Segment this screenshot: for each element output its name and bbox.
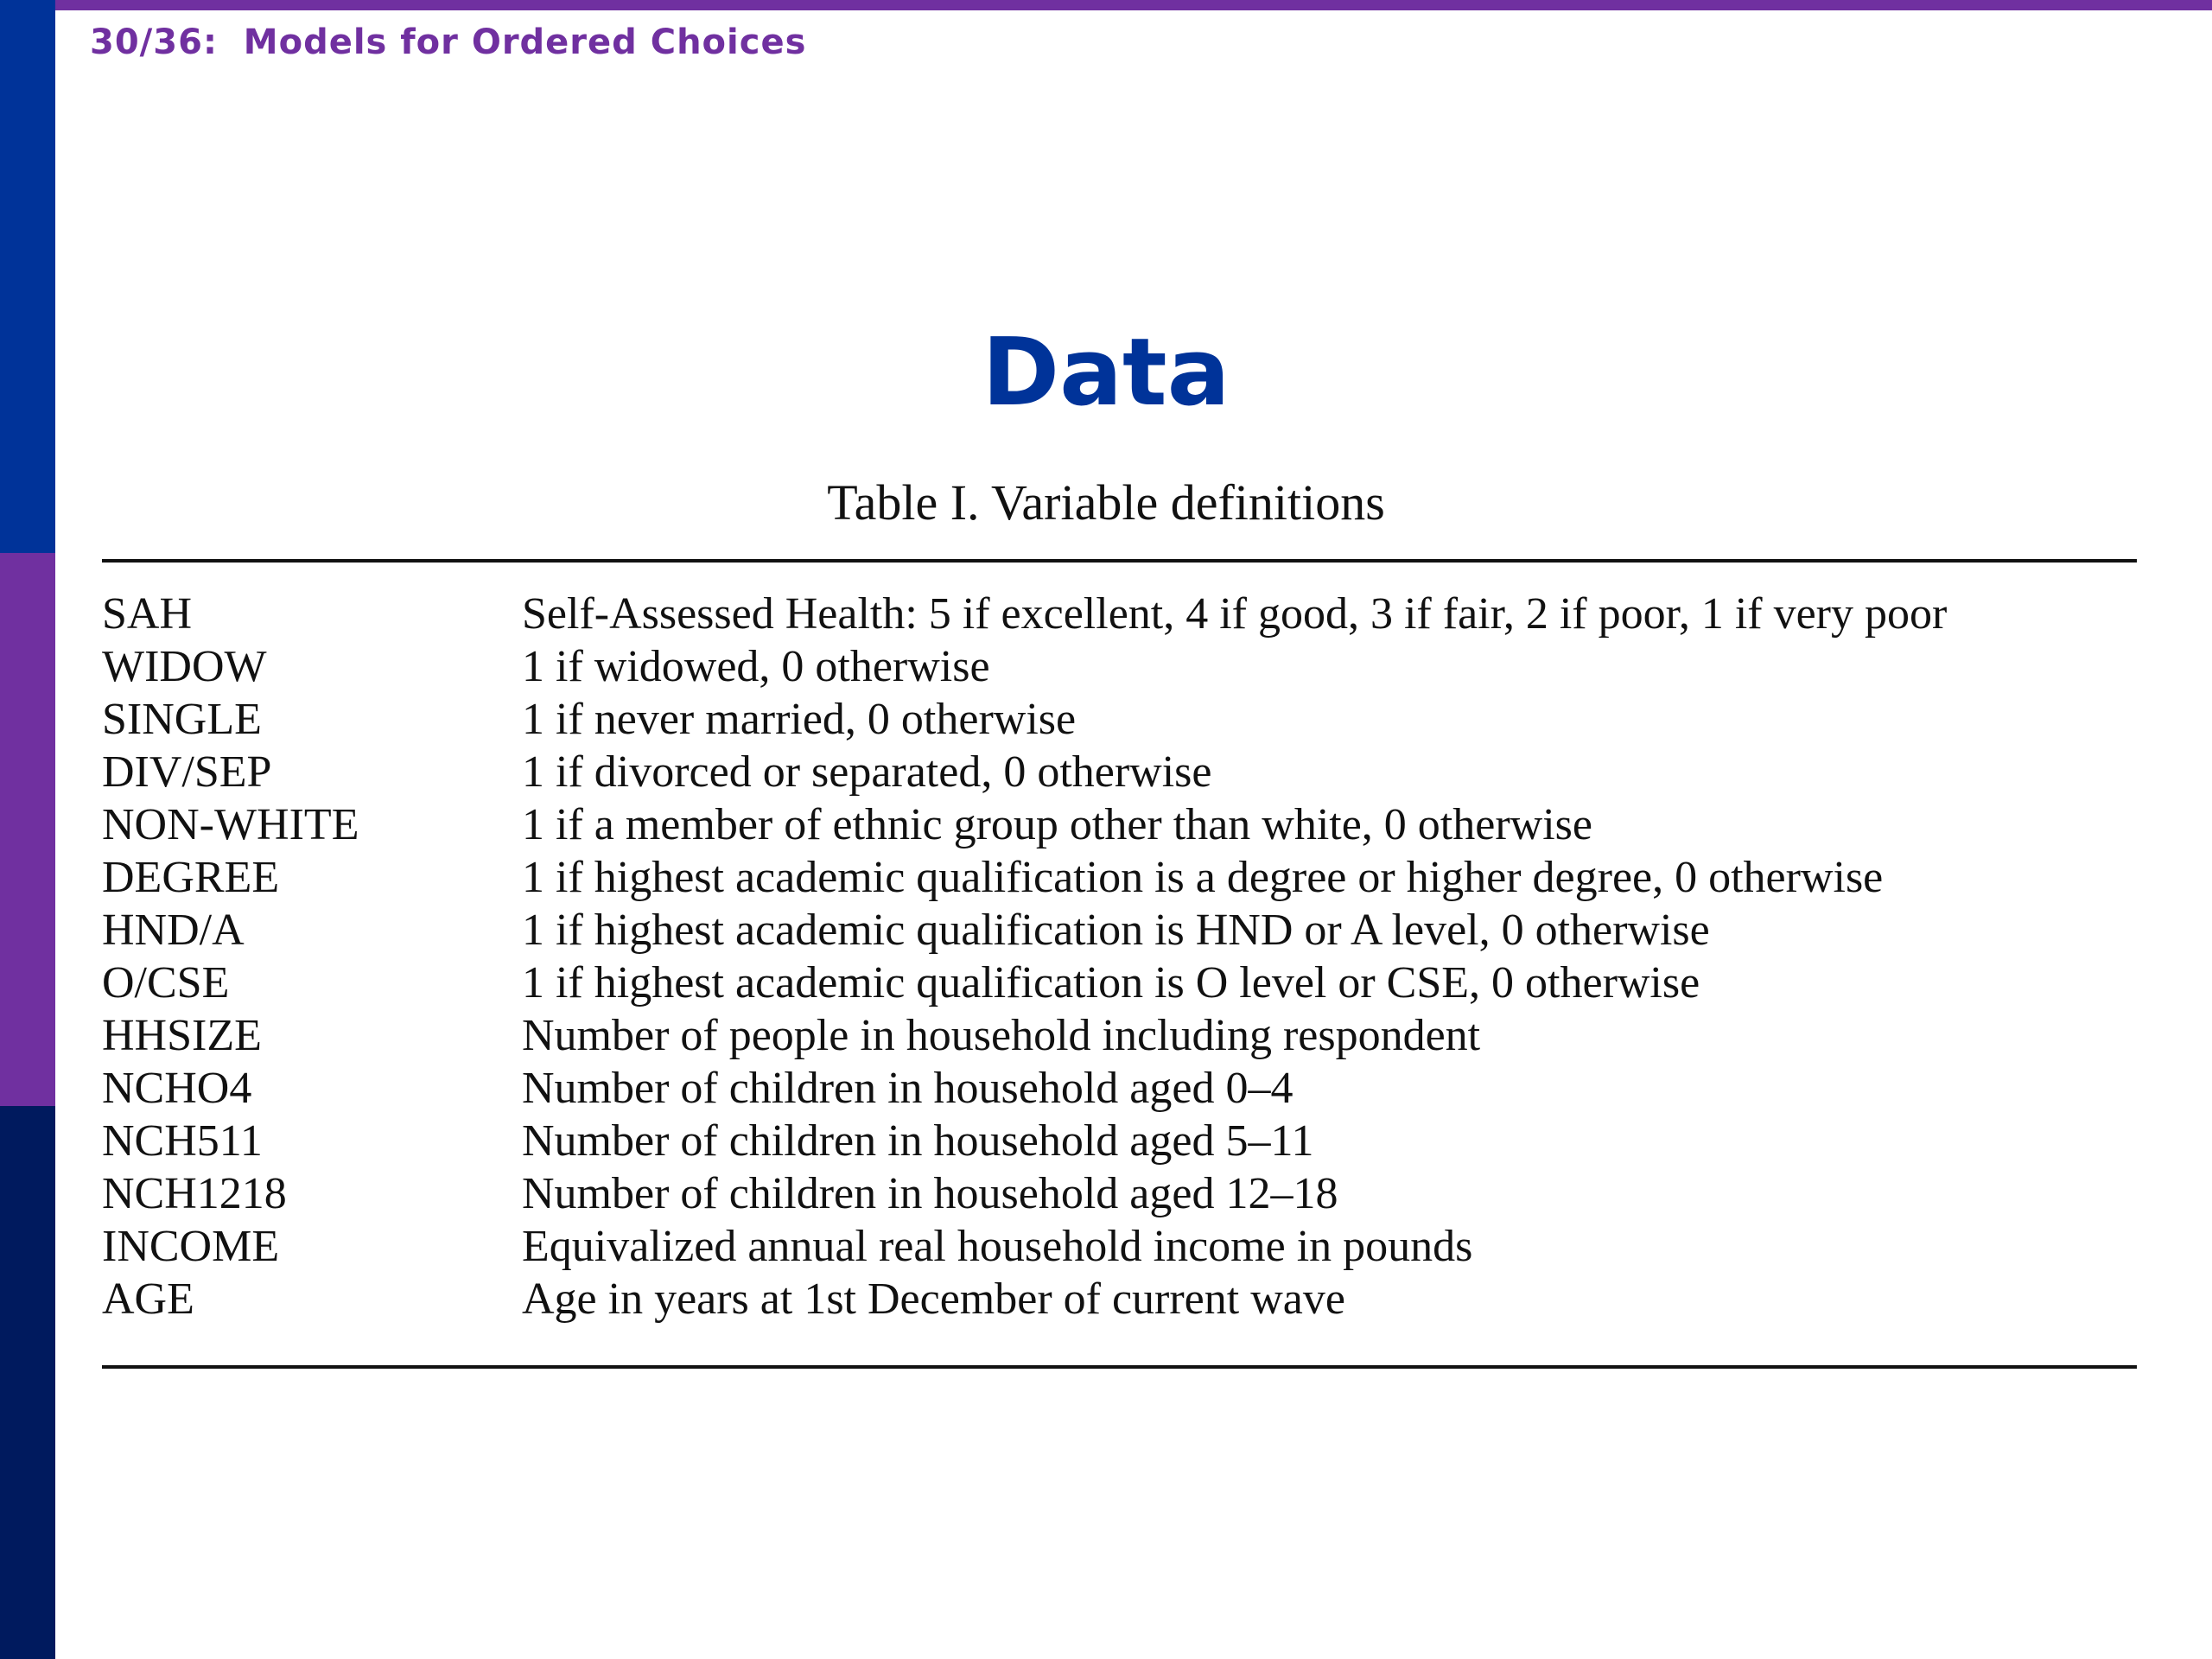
left-decorative-bar <box>0 0 55 1659</box>
table-top-rule <box>102 559 2137 563</box>
variable-definition: 1 if never married, 0 otherwise <box>522 695 1077 744</box>
variable-name: HND/A <box>102 906 245 955</box>
variable-name: SINGLE <box>102 695 262 744</box>
variable-definition: 1 if highest academic qualification is a degree or higher degree, 0 otherwise <box>522 853 1884 902</box>
table-row <box>102 1115 2193 1167</box>
slide-title: Data <box>982 319 1230 427</box>
variable-definition: Equivalized annual real household income in pounds <box>522 1222 1473 1271</box>
table-caption: Table I. Variable definitions <box>827 474 1385 531</box>
variable-name: O/CSE <box>102 958 230 1007</box>
variable-name: SAH <box>102 589 193 639</box>
table-row <box>102 851 2193 904</box>
variable-name: NON-WHITE <box>102 800 359 849</box>
variable-name: NCHO4 <box>102 1064 252 1113</box>
table-row <box>102 798 2193 851</box>
table-row <box>102 640 2193 693</box>
table-row <box>102 1009 2193 1062</box>
table-row <box>102 693 2193 746</box>
variable-name: HHSIZE <box>102 1011 262 1060</box>
variable-name: DEGREE <box>102 853 280 902</box>
variable-definition: Number of children in household aged 0–4 <box>522 1064 1294 1113</box>
table-row <box>102 1220 2193 1273</box>
variable-name: WIDOW <box>102 642 267 691</box>
variable-definition: Self-Assessed Health: 5 if excellent, 4 if good, 3 if fair, 2 if poor, 1 if very poor <box>522 589 1948 639</box>
table-row <box>102 1273 2193 1325</box>
variable-definition: 1 if highest academic qualification is HND or A level, 0 otherwise <box>522 906 1710 955</box>
variable-name: INCOME <box>102 1222 280 1271</box>
variable-name: NCH511 <box>102 1116 263 1166</box>
variable-definition: 1 if divorced or separated, 0 otherwise <box>522 747 1212 797</box>
table-row <box>102 1167 2193 1220</box>
variable-name: DIV/SEP <box>102 747 272 797</box>
variable-name: NCH1218 <box>102 1169 287 1218</box>
table-bottom-rule <box>102 1365 2137 1369</box>
variable-definition: Age in years at 1st December of current wave <box>522 1274 1345 1324</box>
variable-definition: Number of children in household aged 12–18 <box>522 1169 1338 1218</box>
left-bar-blue-segment <box>0 0 55 553</box>
table-row <box>102 957 2193 1009</box>
variable-definition: Number of children in household aged 5–11 <box>522 1116 1314 1166</box>
variable-definition: 1 if highest academic qualification is O level or CSE, 0 otherwise <box>522 958 1700 1007</box>
table-row <box>102 588 2193 640</box>
table-row <box>102 746 2193 798</box>
table-row <box>102 904 2193 957</box>
variable-definition: 1 if a member of ethnic group other than white, 0 otherwise <box>522 800 1592 849</box>
table-row <box>102 1062 2193 1115</box>
variable-definition: 1 if widowed, 0 otherwise <box>522 642 990 691</box>
slide-header-label: 30/36: Models for Ordered Choices <box>90 22 807 62</box>
left-bar-purple-segment <box>0 553 55 1106</box>
variable-name: AGE <box>102 1274 194 1324</box>
variable-definition: Number of people in household including respondent <box>522 1011 1481 1060</box>
left-bar-navy-segment <box>0 1106 55 1659</box>
top-accent-rule <box>0 0 2212 10</box>
variable-definitions-table <box>102 588 2193 1325</box>
